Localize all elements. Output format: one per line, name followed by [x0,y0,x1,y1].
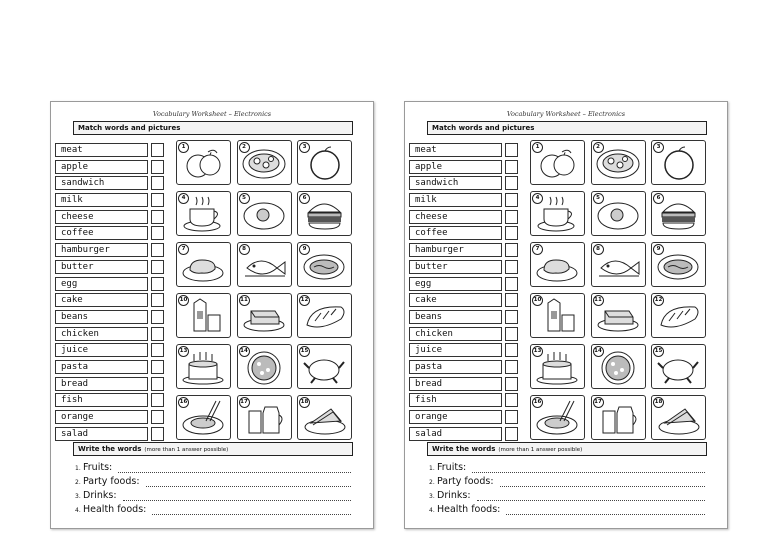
picture-cell [176,395,231,440]
picture-row [176,293,352,338]
picture-row [530,395,706,440]
picture-cell [176,140,231,185]
word-label: apple [55,160,148,174]
answer-box[interactable] [151,193,164,207]
answer-box[interactable] [505,377,518,391]
word-row [409,242,519,259]
word-row [409,392,519,409]
picture-number: 11 [239,295,250,306]
word-row [409,192,519,209]
word-row [409,276,519,293]
write-label: Fruits: [437,462,467,473]
picture-cell [651,395,706,440]
answer-box[interactable] [151,293,164,307]
picture-row [176,242,352,287]
answer-box[interactable] [151,260,164,274]
write-row [75,490,351,504]
write-label: Health foods: [437,504,501,515]
picture-row [530,242,706,287]
picture-cell [176,191,231,236]
word-row [55,376,165,393]
picture-grid [530,140,706,446]
write-number: 3. [429,493,435,500]
write-row [75,476,351,490]
answer-box[interactable] [505,226,518,240]
picture-cell [176,293,231,338]
picture-cell [297,191,352,236]
word-row [409,326,519,343]
word-label: egg [409,277,502,291]
picture-cell [297,293,352,338]
picture-number: 14 [239,346,250,357]
word-row [55,259,165,276]
picture-number: 12 [299,295,310,306]
answer-box[interactable] [505,193,518,207]
write-list [75,462,351,518]
word-label: sandwich [409,176,502,190]
write-row [429,462,705,476]
picture-number: 9 [653,244,664,255]
picture-cell [591,140,646,185]
picture-cell [530,140,585,185]
answer-box[interactable] [505,293,518,307]
word-label: apple [409,160,502,174]
picture-number: 13 [532,346,543,357]
word-label: chicken [409,327,502,341]
word-row [55,276,165,293]
write-answer-line[interactable] [146,486,351,487]
write-number: 4. [429,507,435,514]
picture-number: 11 [593,295,604,306]
answer-box[interactable] [151,226,164,240]
word-row [55,342,165,359]
picture-number: 10 [532,295,543,306]
picture-cell [530,242,585,287]
picture-cell [297,395,352,440]
word-label: cake [409,293,502,307]
picture-number: 18 [653,397,664,408]
picture-number: 5 [593,193,604,204]
write-number: 1. [75,465,81,472]
picture-number: 5 [239,193,250,204]
picture-cell [297,140,352,185]
picture-row [176,344,352,389]
picture-number: 13 [178,346,189,357]
write-label: Fruits: [83,462,113,473]
section-match-label: Match words and pictures [78,124,181,132]
word-row [55,359,165,376]
picture-number: 16 [532,397,543,408]
word-label: cheese [55,210,148,224]
picture-number: 4 [178,193,189,204]
write-number: 2. [75,479,81,486]
word-row [55,292,165,309]
word-row [55,225,165,242]
picture-number: 18 [299,397,310,408]
picture-cell [530,191,585,236]
word-row [409,376,519,393]
word-row [409,359,519,376]
word-row [409,209,519,226]
answer-box[interactable] [505,176,518,190]
write-answer-line[interactable] [500,486,705,487]
picture-row [176,395,352,440]
word-label: cake [55,293,148,307]
word-label: pasta [55,360,148,374]
answer-box[interactable] [151,427,164,441]
write-answer-line[interactable] [123,500,351,501]
section-match-header [427,121,707,135]
answer-box[interactable] [505,310,518,324]
picture-cell [651,191,706,236]
picture-cell [651,140,706,185]
section-write-note: (more than 1 answer possible) [144,447,229,453]
answer-box[interactable] [151,410,164,424]
word-row [409,309,519,326]
word-label: bread [55,377,148,391]
answer-box[interactable] [151,243,164,257]
write-answer-line[interactable] [472,472,705,473]
picture-row [530,140,706,185]
word-label: butter [55,260,148,274]
worksheet-right [404,101,728,529]
write-label: Drinks: [437,490,471,501]
answer-box[interactable] [505,277,518,291]
write-row [429,504,705,518]
answer-box[interactable] [505,260,518,274]
worksheet-title: Vocabulary Worksheet – Electronics [152,110,272,118]
picture-number: 2 [239,142,250,153]
picture-number: 10 [178,295,189,306]
picture-number: 15 [653,346,664,357]
picture-row [530,344,706,389]
write-label: Party foods: [437,476,494,487]
word-row [55,142,165,159]
word-label: orange [55,410,148,424]
picture-cell [591,293,646,338]
answer-box[interactable] [151,343,164,357]
picture-number: 6 [653,193,664,204]
picture-number: 7 [532,244,543,255]
picture-row [530,293,706,338]
answer-box[interactable] [505,427,518,441]
picture-row [176,191,352,236]
word-label: coffee [409,226,502,240]
answer-box[interactable] [151,277,164,291]
picture-cell [591,395,646,440]
word-label: cheese [409,210,502,224]
word-label: beans [409,310,502,324]
section-write-header [73,442,353,456]
word-row [409,175,519,192]
word-row [409,142,519,159]
picture-number: 1 [532,142,543,153]
answer-box[interactable] [151,360,164,374]
picture-number: 4 [532,193,543,204]
picture-cell [591,242,646,287]
picture-cell [591,191,646,236]
word-row [409,409,519,426]
picture-cell [237,191,292,236]
word-label: sandwich [55,176,148,190]
write-answer-line[interactable] [118,472,351,473]
answer-box[interactable] [151,143,164,157]
answer-box[interactable] [151,210,164,224]
word-label: meat [409,143,502,157]
word-label: chicken [55,327,148,341]
answer-box[interactable] [505,410,518,424]
word-label: juice [409,343,502,357]
write-row [75,504,351,518]
word-label: orange [409,410,502,424]
picture-number: 12 [653,295,664,306]
picture-cell [176,242,231,287]
write-number: 2. [429,479,435,486]
picture-number: 14 [593,346,604,357]
picture-cell [237,242,292,287]
write-answer-line[interactable] [152,514,351,515]
word-row [55,159,165,176]
word-label: hamburger [55,243,148,257]
word-row [409,259,519,276]
picture-number: 9 [299,244,310,255]
picture-grid [176,140,352,446]
picture-number: 17 [593,397,604,408]
word-label: salad [409,427,502,441]
word-row [409,225,519,242]
section-match-header [73,121,353,135]
word-row [409,342,519,359]
picture-number: 7 [178,244,189,255]
word-row [55,242,165,259]
picture-number: 8 [593,244,604,255]
picture-number: 3 [653,142,664,153]
answer-box[interactable] [505,160,518,174]
word-row [55,326,165,343]
word-list [55,142,165,442]
word-row [55,426,165,443]
picture-number: 15 [299,346,310,357]
write-row [429,476,705,490]
answer-box[interactable] [505,143,518,157]
write-number: 4. [75,507,81,514]
answer-box[interactable] [505,327,518,341]
picture-number: 16 [178,397,189,408]
picture-cell [176,344,231,389]
picture-row [176,140,352,185]
write-number: 1. [429,465,435,472]
write-label: Health foods: [83,504,147,515]
picture-number: 1 [178,142,189,153]
write-answer-line[interactable] [477,500,705,501]
answer-box[interactable] [505,393,518,407]
word-label: bread [409,377,502,391]
answer-box[interactable] [505,360,518,374]
picture-cell [530,293,585,338]
word-label: egg [55,277,148,291]
picture-cell [530,344,585,389]
section-write-label: Write the words [432,445,496,453]
word-list [409,142,519,442]
word-label: pasta [409,360,502,374]
word-label: fish [55,393,148,407]
write-label: Drinks: [83,490,117,501]
write-label: Party foods: [83,476,140,487]
write-answer-line[interactable] [506,514,705,515]
picture-cell [237,344,292,389]
answer-box[interactable] [505,343,518,357]
answer-box[interactable] [505,210,518,224]
section-match-label: Match words and pictures [432,124,535,132]
picture-cell [591,344,646,389]
answer-box[interactable] [151,176,164,190]
word-row [55,392,165,409]
word-row [55,192,165,209]
picture-number: 3 [299,142,310,153]
picture-cell [651,242,706,287]
word-label: beans [55,310,148,324]
write-number: 3. [75,493,81,500]
picture-number: 8 [239,244,250,255]
worksheet-title: Vocabulary Worksheet – Electronics [506,110,626,118]
word-label: meat [55,143,148,157]
write-row [429,490,705,504]
picture-cell [237,293,292,338]
word-label: fish [409,393,502,407]
word-label: butter [409,260,502,274]
word-row [55,309,165,326]
write-list [429,462,705,518]
answer-box[interactable] [151,160,164,174]
picture-cell [297,242,352,287]
word-row [55,209,165,226]
word-label: juice [55,343,148,357]
word-label: coffee [55,226,148,240]
word-row [409,159,519,176]
answer-box[interactable] [151,327,164,341]
word-label: milk [409,193,502,207]
worksheet-left [50,101,374,529]
section-write-header [427,442,707,456]
picture-cell [297,344,352,389]
picture-cell [651,344,706,389]
picture-cell [651,293,706,338]
picture-number: 6 [299,193,310,204]
answer-box[interactable] [151,377,164,391]
picture-number: 17 [239,397,250,408]
section-write-note: (more than 1 answer possible) [498,447,583,453]
write-row [75,462,351,476]
answer-box[interactable] [151,310,164,324]
picture-row [530,191,706,236]
picture-number: 2 [593,142,604,153]
word-label: milk [55,193,148,207]
word-label: salad [55,427,148,441]
word-row [55,409,165,426]
picture-cell [530,395,585,440]
section-write-label: Write the words [78,445,142,453]
picture-cell [237,140,292,185]
word-row [409,426,519,443]
answer-box[interactable] [505,243,518,257]
picture-cell [237,395,292,440]
answer-box[interactable] [151,393,164,407]
word-label: hamburger [409,243,502,257]
word-row [409,292,519,309]
word-row [55,175,165,192]
